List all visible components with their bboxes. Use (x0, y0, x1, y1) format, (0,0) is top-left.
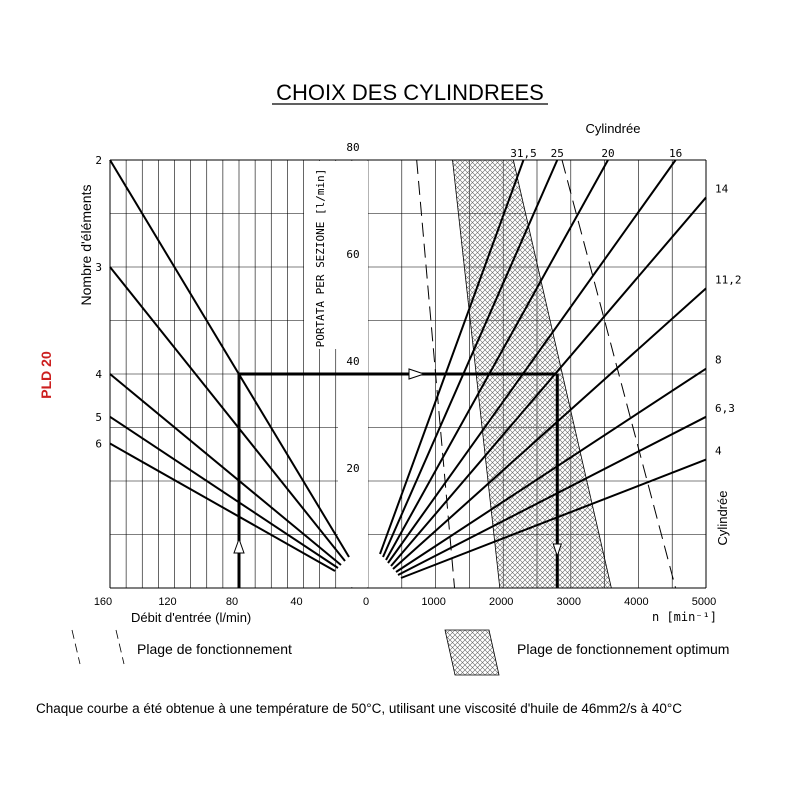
left-series-label: 3 (95, 261, 102, 274)
legend-dash-1 (72, 630, 80, 664)
right-x-tick: 0 (362, 596, 370, 608)
right-series-label: 31,5 (510, 147, 537, 160)
left-series-label: 2 (95, 154, 102, 167)
left-x-tick: 160 (93, 596, 113, 608)
right-x-tick: 2000 (488, 596, 514, 608)
side-label: PLD 20 (38, 351, 54, 399)
left-x-label: Débit d'entrée (l/min) (131, 610, 252, 625)
center-axis-tick: 80 (346, 141, 360, 154)
chart-title: CHOIX DES CYLINDREES (276, 80, 544, 105)
right-x-tick: 4000 (624, 596, 649, 608)
right-x-tick: 1000 (421, 596, 446, 608)
legend-optimum-range (445, 630, 729, 675)
right-series-label: 20 (601, 147, 615, 160)
example-arrow-up (234, 539, 244, 553)
legend-hatch-swatch (445, 630, 499, 675)
right-series-label: 16 (668, 147, 683, 160)
right-series-label: 25 (550, 147, 564, 160)
right-series-label: 4 (715, 444, 722, 458)
legend-dash-2 (116, 630, 124, 664)
cylinder-label-side: Cylindrée (715, 490, 730, 546)
left-series-label: 6 (95, 437, 102, 451)
right-series-label: 14 (715, 182, 729, 196)
left-series-label: 5 (95, 410, 102, 424)
right-series-label: 11,2 (715, 273, 742, 287)
x-axis-ticks (94, 596, 716, 608)
center-axis-tick: 40 (346, 355, 360, 368)
legend-optimum-range-text: Plage de fonctionnement optimum (517, 641, 730, 657)
legend-working-range-text: Plage de fonctionnement (137, 641, 292, 657)
left-y-label: Nombre d'éléments (78, 184, 94, 306)
right-x-label: n [min⁻¹] (652, 610, 718, 624)
left-x-tick: 40 (290, 596, 303, 608)
left-series-label: 4 (95, 368, 102, 381)
center-axis-tick: 60 (346, 248, 360, 261)
right-series-label: 6,3 (715, 401, 735, 415)
center-axis-tick: 20 (346, 462, 360, 475)
left-series-line (110, 374, 341, 565)
cylinder-label-top: Cylindrée (585, 121, 641, 136)
right-series-label: 8 (715, 353, 722, 367)
center-axis-label: PORTATA PER SEZIONE [l/min] (314, 168, 327, 348)
example-arrow-right (409, 369, 424, 379)
right-x-tick: 5000 (691, 596, 717, 608)
left-series-labels (95, 154, 102, 451)
right-x-tick: 3000 (556, 596, 582, 608)
footnote: Chaque courbe a été obtenue à une température de 50°C, utilisant une viscosité d'huile de 46mm2/s à 40°C (36, 701, 683, 716)
left-x-tick: 120 (158, 596, 177, 608)
legend-working-range (72, 630, 292, 664)
left-x-tick: 80 (225, 596, 239, 608)
